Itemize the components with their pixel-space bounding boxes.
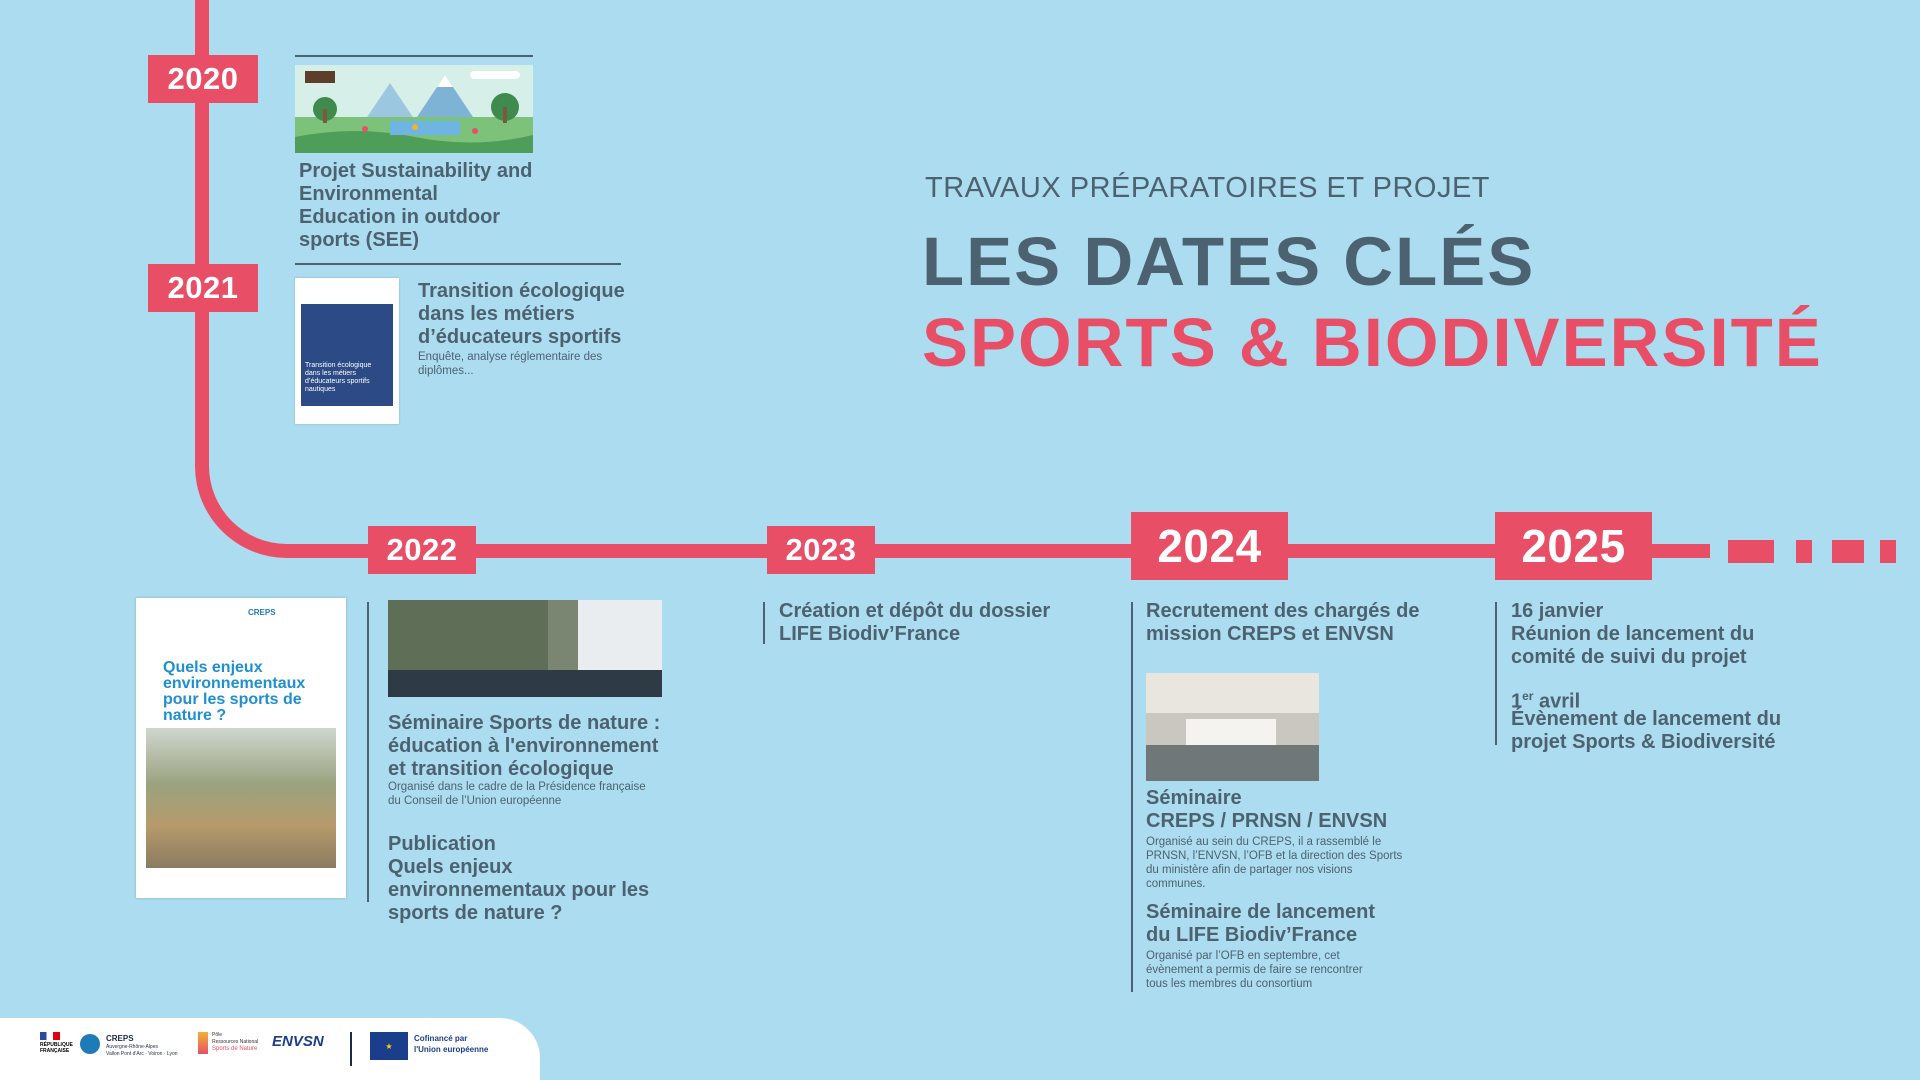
footer-logo-bar [0,1018,540,1080]
rf-flag-icon [40,1032,60,1040]
logo-creps-sub: Auvergne-Rhône-Alpes [106,1044,158,1050]
timeline-dash [1728,540,1774,563]
timeline-curve [195,440,295,558]
divider-2024 [1131,602,1133,992]
cover-org-logo: CREPS [248,608,276,617]
divider-2021 [295,263,621,265]
year-badge-2022: 2022 [368,526,476,574]
logo-creps: CREPS [106,1034,134,1043]
transition-report-cover [295,278,399,424]
cofinance-line1: Cofinancé par [414,1034,468,1043]
divider-2025 [1495,602,1497,745]
recruitment-title: Recrutement des chargés de mission CREPS et ENVSN [1146,600,1420,645]
transition-title: Transition écologique dans les métiers d’éducateurs sportifs [418,280,625,348]
divider-2022 [367,602,369,902]
publication-label: Publication [388,833,496,855]
footer-divider [350,1032,352,1066]
year-badge-2024: 2024 [1131,512,1288,580]
transition-subtitle: Enquête, analyse réglementaire des diplômes... [418,351,603,377]
year-badge-2020: 2020 [148,55,258,103]
pole-logo-icon [198,1032,208,1054]
timeline-dash [1880,540,1896,563]
seminar-photo-2022 [388,600,662,697]
year-badge-2023: 2023 [767,526,875,574]
timeline-dash [1796,540,1812,563]
logo-pole3: Sports de Nature [212,1046,258,1052]
seminar-2024-note: Organisé au sein du CREPS, il a rassemblé le PRNSN, l’ENVSN, l’OFB et la direction des Sports du ministère afin de partager nos visions communes. [1146,836,1403,890]
see-illustration [295,65,533,153]
year-badge-2025: 2025 [1495,512,1652,580]
timeline-dash [1832,540,1864,563]
see-project-title: Projet Sustainability and Environmental Education in outdoor sports (SEE) [299,160,533,251]
logo-envsn: ENVSN [272,1033,324,1050]
seminar-2024-label: Séminaire [1146,787,1242,809]
publication-cover [136,598,346,898]
cover-title: Quels enjeux environnementaux pour les sports de nature ? [163,659,306,724]
divider-2020 [295,55,533,57]
divider-2023 [763,602,765,644]
logo-creps-sub2: Vallon Pont d'Arc · Voiron · Lyon [106,1051,178,1057]
logo-rf: RÉPUBLIQUE FRANÇAISE [40,1042,73,1054]
seminar-photo-2024 [1146,673,1319,781]
event2-date: 1er avril [1511,689,1581,713]
life-launch-note: Organisé par l’OFB en septembre, cet évènement a permis de faire se rencontrer tous les membres du consortium [1146,950,1363,990]
life-dossier-title: Création et dépôt du dossier LIFE Biodiv’France [779,600,1051,645]
cofinance-line2: l'Union européenne [414,1045,489,1054]
event2-description: Évènement de lancement du projet Sports & Biodiversité [1511,708,1782,753]
creps-logo-icon [80,1034,100,1054]
life-launch-title: Séminaire de lancement du LIFE Biodiv’France [1146,901,1375,946]
seminar-2022-note: Organisé dans le cadre de la Présidence française du Conseil de l’Union européenne [388,781,646,807]
page-subtitle: SPORTS & BIODIVERSITÉ [922,304,1823,381]
logo-pole1: Pôle [212,1032,223,1038]
event1-description: Réunion de lancement du comité de suivi du projet [1511,623,1755,668]
publication-title: Quels enjeux environnementaux pour les sports de nature ? [388,856,650,924]
eu-flag-icon: ★ [370,1032,408,1060]
header-kicker: TRAVAUX PRÉPARATOIRES ET PROJET [925,172,1490,204]
seminar-2022-title: Séminaire Sports de nature : éducation à l'environnement et transition écologique [388,712,661,780]
seminar-2024-orgs: CREPS / PRNSN / ENVSN [1146,810,1388,832]
event1-date: 16 janvier [1511,600,1604,622]
logo-pole2: Ressources National [212,1039,259,1045]
transition-cover-title: Transition écologique dans les métiers d’éducateurs sportifs nautiques [305,362,372,393]
page-title: LES DATES CLÉS [922,223,1536,300]
year-badge-2021: 2021 [148,264,258,312]
